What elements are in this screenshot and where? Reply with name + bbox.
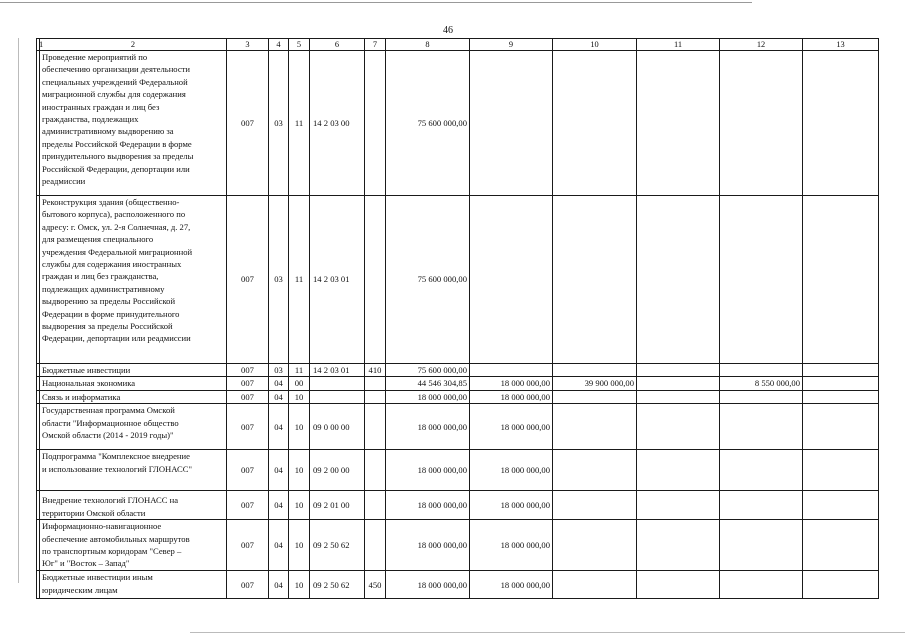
cell-section: 04 — [269, 404, 289, 450]
cell-expense-type — [365, 196, 386, 364]
cell-amount — [803, 51, 879, 196]
cell-amount — [720, 404, 803, 450]
cell-amount — [553, 196, 637, 364]
cell-amount: 18 000 000,00 — [386, 390, 470, 403]
column-number: 1 — [37, 39, 40, 51]
cell-amount — [720, 571, 803, 599]
cell-subsection: 11 — [289, 364, 310, 377]
cell-admin-code: 007 — [227, 520, 269, 571]
column-number: 9 — [470, 39, 553, 51]
cell-amount: 18 000 000,00 — [470, 571, 553, 599]
cell-subsection: 11 — [289, 51, 310, 196]
cell-expense-type — [365, 491, 386, 520]
cell-expense-type — [365, 450, 386, 491]
cell-target-article — [310, 390, 365, 403]
column-number: 12 — [720, 39, 803, 51]
cell-target-article: 09 2 01 00 — [310, 491, 365, 520]
column-number: 7 — [365, 39, 386, 51]
cell-expense-type: 450 — [365, 571, 386, 599]
cell-amount: 75 600 000,00 — [386, 51, 470, 196]
cell-target-article: 14 2 03 00 — [310, 51, 365, 196]
cell-amount — [470, 364, 553, 377]
cell-amount — [803, 404, 879, 450]
table-row — [37, 571, 879, 599]
cell-target-article: 09 2 00 00 — [310, 450, 365, 491]
top-rule — [0, 2, 752, 3]
row-name: Реконструкция здания (общественно- бытового корпуса), расположенного по адресу: г. Омск, ул. 2-я Солнечная, д. 27, для размещения специального учреждения Федеральной миграционной службы для содержания иностранных граждан и лиц без гражданства, подлежащих административному выдворению за пределы Российской Федерации в форме принудительного выдворения за пределы Российской Федерации, депортации или реадмиссии — [40, 196, 227, 364]
cell-amount — [470, 51, 553, 196]
cell-amount — [553, 571, 637, 599]
column-number: 3 — [227, 39, 269, 51]
row-name: Бюджетные инвестиции иным юридическим лицам — [40, 571, 227, 599]
cell-subsection: 10 — [289, 571, 310, 599]
cell-amount — [637, 196, 720, 364]
table-row — [37, 520, 879, 571]
cell-amount — [803, 377, 879, 390]
cell-target-article — [310, 377, 365, 390]
cell-amount — [637, 404, 720, 450]
cell-amount — [637, 520, 720, 571]
cell-amount: 8 550 000,00 — [720, 377, 803, 390]
cell-section: 04 — [269, 520, 289, 571]
cell-admin-code: 007 — [227, 377, 269, 390]
cell-amount: 18 000 000,00 — [470, 520, 553, 571]
cell-subsection: 10 — [289, 491, 310, 520]
left-margin-rule — [18, 38, 19, 583]
row-name: Подпрограмма "Комплексное внедрение и использование технологий ГЛОНАСС" — [40, 450, 227, 491]
cell-section: 03 — [269, 51, 289, 196]
cell-amount — [637, 364, 720, 377]
cell-amount: 18 000 000,00 — [386, 571, 470, 599]
cell-amount: 18 000 000,00 — [470, 450, 553, 491]
table-row — [37, 51, 879, 196]
column-number: 10 — [553, 39, 637, 51]
cell-amount: 18 000 000,00 — [470, 377, 553, 390]
cell-amount — [553, 364, 637, 377]
cell-amount — [637, 51, 720, 196]
cell-section: 04 — [269, 450, 289, 491]
cell-target-article: 14 2 03 01 — [310, 196, 365, 364]
cell-amount — [637, 491, 720, 520]
cell-section: 04 — [269, 491, 289, 520]
column-number: 2 — [40, 39, 227, 51]
cell-amount: 18 000 000,00 — [470, 390, 553, 403]
cell-amount — [720, 364, 803, 377]
cell-section: 03 — [269, 196, 289, 364]
cell-section: 03 — [269, 364, 289, 377]
row-name: Бюджетные инвестиции — [40, 364, 227, 377]
cell-amount — [720, 491, 803, 520]
cell-expense-type — [365, 390, 386, 403]
cell-amount — [470, 196, 553, 364]
row-name: Национальная экономика — [40, 377, 227, 390]
table-row — [37, 404, 879, 450]
cell-amount: 18 000 000,00 — [386, 520, 470, 571]
cell-amount: 18 000 000,00 — [386, 491, 470, 520]
cell-amount — [553, 520, 637, 571]
budget-table — [36, 38, 879, 599]
column-number-row — [37, 39, 879, 51]
cell-amount — [720, 196, 803, 364]
cell-subsection: 10 — [289, 404, 310, 450]
table-row — [37, 377, 879, 390]
cell-section: 04 — [269, 390, 289, 403]
table-row — [37, 196, 879, 364]
table-row — [37, 390, 879, 403]
cell-amount — [803, 364, 879, 377]
cell-amount — [553, 404, 637, 450]
cell-amount — [720, 450, 803, 491]
cell-amount — [637, 571, 720, 599]
cell-amount — [720, 520, 803, 571]
cell-admin-code: 007 — [227, 390, 269, 403]
cell-amount: 44 546 304,85 — [386, 377, 470, 390]
column-number: 6 — [310, 39, 365, 51]
cell-subsection: 10 — [289, 450, 310, 491]
row-name: Внедрение технологий ГЛОНАСС на территории Омской области — [40, 491, 227, 520]
cell-admin-code: 007 — [227, 450, 269, 491]
cell-amount — [553, 450, 637, 491]
cell-amount: 18 000 000,00 — [470, 491, 553, 520]
table-row — [37, 491, 879, 520]
cell-amount — [637, 390, 720, 403]
cell-amount — [803, 571, 879, 599]
cell-admin-code: 007 — [227, 196, 269, 364]
column-number: 4 — [269, 39, 289, 51]
cell-amount — [803, 491, 879, 520]
cell-amount — [720, 51, 803, 196]
column-number: 11 — [637, 39, 720, 51]
cell-amount: 18 000 000,00 — [386, 404, 470, 450]
cell-amount — [553, 390, 637, 403]
cell-subsection: 11 — [289, 196, 310, 364]
cell-amount: 75 600 000,00 — [386, 196, 470, 364]
cell-amount — [720, 390, 803, 403]
cell-expense-type: 410 — [365, 364, 386, 377]
cell-subsection: 00 — [289, 377, 310, 390]
column-number: 13 — [803, 39, 879, 51]
column-number: 5 — [289, 39, 310, 51]
row-name: Проведение мероприятий по обеспечению организации деятельности специальных учреждений Федеральной миграционной службы для содержания иностранных граждан и лиц без гражданства, подлежащих административному выдворению за пределы Российской Федерации в форме принудительного выдворения за пределы Российской Федерации, депортации или реадмиссии — [40, 51, 227, 196]
cell-admin-code: 007 — [227, 571, 269, 599]
cell-amount — [803, 520, 879, 571]
cell-admin-code: 007 — [227, 51, 269, 196]
row-name: Информационно-навигационное обеспечение автомобильных маршрутов по транспортным коридорам "Север – Юг" и "Восток – Запад" — [40, 520, 227, 571]
cell-amount — [553, 491, 637, 520]
table-row — [37, 450, 879, 491]
cell-amount — [803, 390, 879, 403]
cell-amount: 39 900 000,00 — [553, 377, 637, 390]
cell-subsection: 10 — [289, 520, 310, 571]
cell-amount — [637, 450, 720, 491]
cell-target-article: 09 2 50 62 — [310, 571, 365, 599]
cell-amount: 75 600 000,00 — [386, 364, 470, 377]
cell-amount — [803, 450, 879, 491]
cell-expense-type — [365, 377, 386, 390]
cell-amount — [553, 51, 637, 196]
cell-admin-code: 007 — [227, 491, 269, 520]
cell-amount — [637, 377, 720, 390]
cell-target-article: 09 0 00 00 — [310, 404, 365, 450]
cell-expense-type — [365, 520, 386, 571]
cell-amount: 18 000 000,00 — [386, 450, 470, 491]
row-name: Государственная программа Омской области "Информационное общество Омской области (2014 - 2019 годы)" — [40, 404, 227, 450]
cell-target-article: 14 2 03 01 — [310, 364, 365, 377]
cell-amount: 18 000 000,00 — [470, 404, 553, 450]
cell-amount — [803, 196, 879, 364]
cell-subsection: 10 — [289, 390, 310, 403]
cell-section: 04 — [269, 571, 289, 599]
bottom-rule — [190, 632, 905, 633]
cell-section: 04 — [269, 377, 289, 390]
row-name: Связь и информатика — [40, 390, 227, 403]
column-number: 8 — [386, 39, 470, 51]
cell-admin-code: 007 — [227, 364, 269, 377]
table-row — [37, 364, 879, 377]
cell-expense-type — [365, 51, 386, 196]
cell-target-article: 09 2 50 62 — [310, 520, 365, 571]
cell-admin-code: 007 — [227, 404, 269, 450]
page-number: 46 — [443, 25, 453, 36]
cell-expense-type — [365, 404, 386, 450]
